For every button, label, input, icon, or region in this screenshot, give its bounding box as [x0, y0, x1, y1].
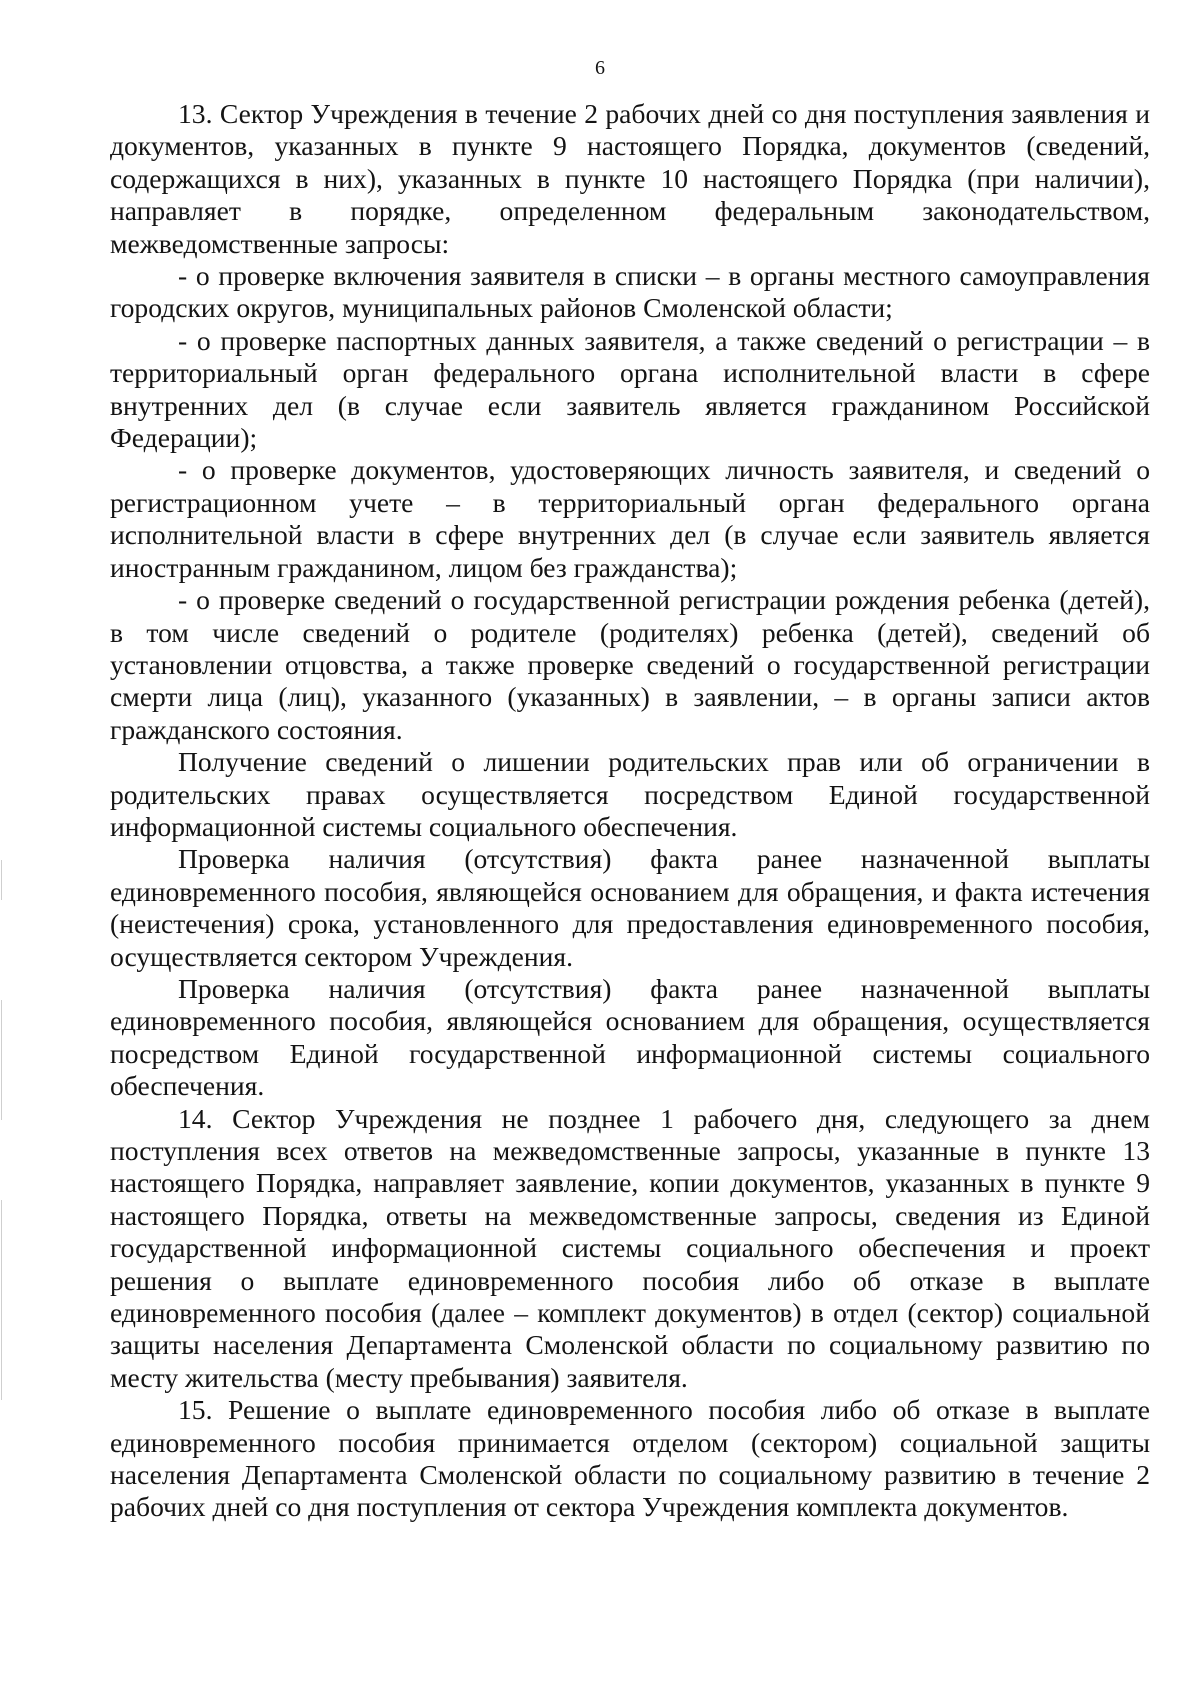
- scan-edge-mark: [1, 1000, 2, 1120]
- paragraph-13-check-sector: Проверка наличия (отсутствия) факта ранее назначенной выплаты единовременного пособия, являющейся основанием для обращения, и факта истечения (неистечения) срока, установленного для предоставления единовременного пособия, осуществляется сектором Учреждения.: [110, 843, 1150, 972]
- scan-edge-mark: [1, 860, 2, 900]
- paragraph-13: 13. Сектор Учреждения в течение 2 рабочих дней со дня поступления заявления и документов, указанных в пункте 9 настоящего Порядка, документов (сведений, содержащихся в них), указанных в пункте 10 настоящего Порядка (при наличии), направляет в порядке, определенном федеральным законодательством, межведомственные запросы:: [110, 98, 1150, 259]
- scan-edge-mark: [1, 1200, 2, 1400]
- paragraph-13-item-2: - о проверке паспортных данных заявителя, а также сведений о регистрации – в территориальный орган федерального органа исполнительной власти в сфере внутренних дел (в случае если заявитель является гражданином Российской Федерации);: [110, 324, 1150, 454]
- document-body: [110, 98, 1150, 1524]
- page-number: 6: [595, 57, 605, 79]
- paragraph-13-check-egisso: Проверка наличия (отсутствия) факта ранее назначенной выплаты единовременного пособия, являющейся основанием для обращения, осуществляется посредством Единой государственной информационной системы социального обеспечения.: [110, 972, 1150, 1102]
- paragraph-14: 14. Сектор Учреждения не позднее 1 рабочего дня, следующего за днем поступления всех ответов на межведомственные запросы, указанные в пункте 13 настоящего Порядка, направляет заявление, копии документов, указанных в пункте 9 настоящего Порядка, ответы на межведомственные запросы, сведения из Единой государственной информационной системы социального обеспечения и проект решения о выплате единовременного пособия либо об отказе в выплате единовременного пособия (далее – комплект документов) в отдел (сектор) социальной защиты населения Департамента Смоленской области по социальному развитию по месту жительства (месту пребывания) заявителя.: [110, 1102, 1150, 1393]
- paragraph-15: 15. Решение о выплате единовременного пособия либо об отказе в выплате единовременного пособия принимается отделом (сектором) социальной защиты населения Департамента Смоленской области по социальному развитию в течение 2 рабочих дней со дня поступления от сектора Учреждения комплекта документов.: [110, 1394, 1150, 1523]
- paragraph-13-item-3: - о проверке документов, удостоверяющих личность заявителя, и сведений о регистрационном учете – в территориальный орган федерального органа исполнительной власти в сфере внутренних дел (в случае если заявитель является иностранным гражданином, лицом без гражданства);: [110, 454, 1150, 583]
- paragraph-13-item-4: - о проверке сведений о государственной регистрации рождения ребенка (детей), в том числе сведений о родителе (родителях) ребенка (детей), сведений об установлении отцовства, а также проверке сведений о государственной регистрации смерти лица (лиц), указанного (указанных) в заявлении, – в органы записи актов гражданского состояния.: [110, 584, 1150, 745]
- paragraph-13-item-1: - о проверке включения заявителя в списки – в органы местного самоуправления городских округов, муниципальных районов Смоленской области;: [110, 260, 1150, 324]
- paragraph-13-parental-rights: Получение сведений о лишении родительских прав или об ограничении в родительских правах осуществляется посредством Единой государственной информационной системы социального обеспечения.: [110, 746, 1150, 842]
